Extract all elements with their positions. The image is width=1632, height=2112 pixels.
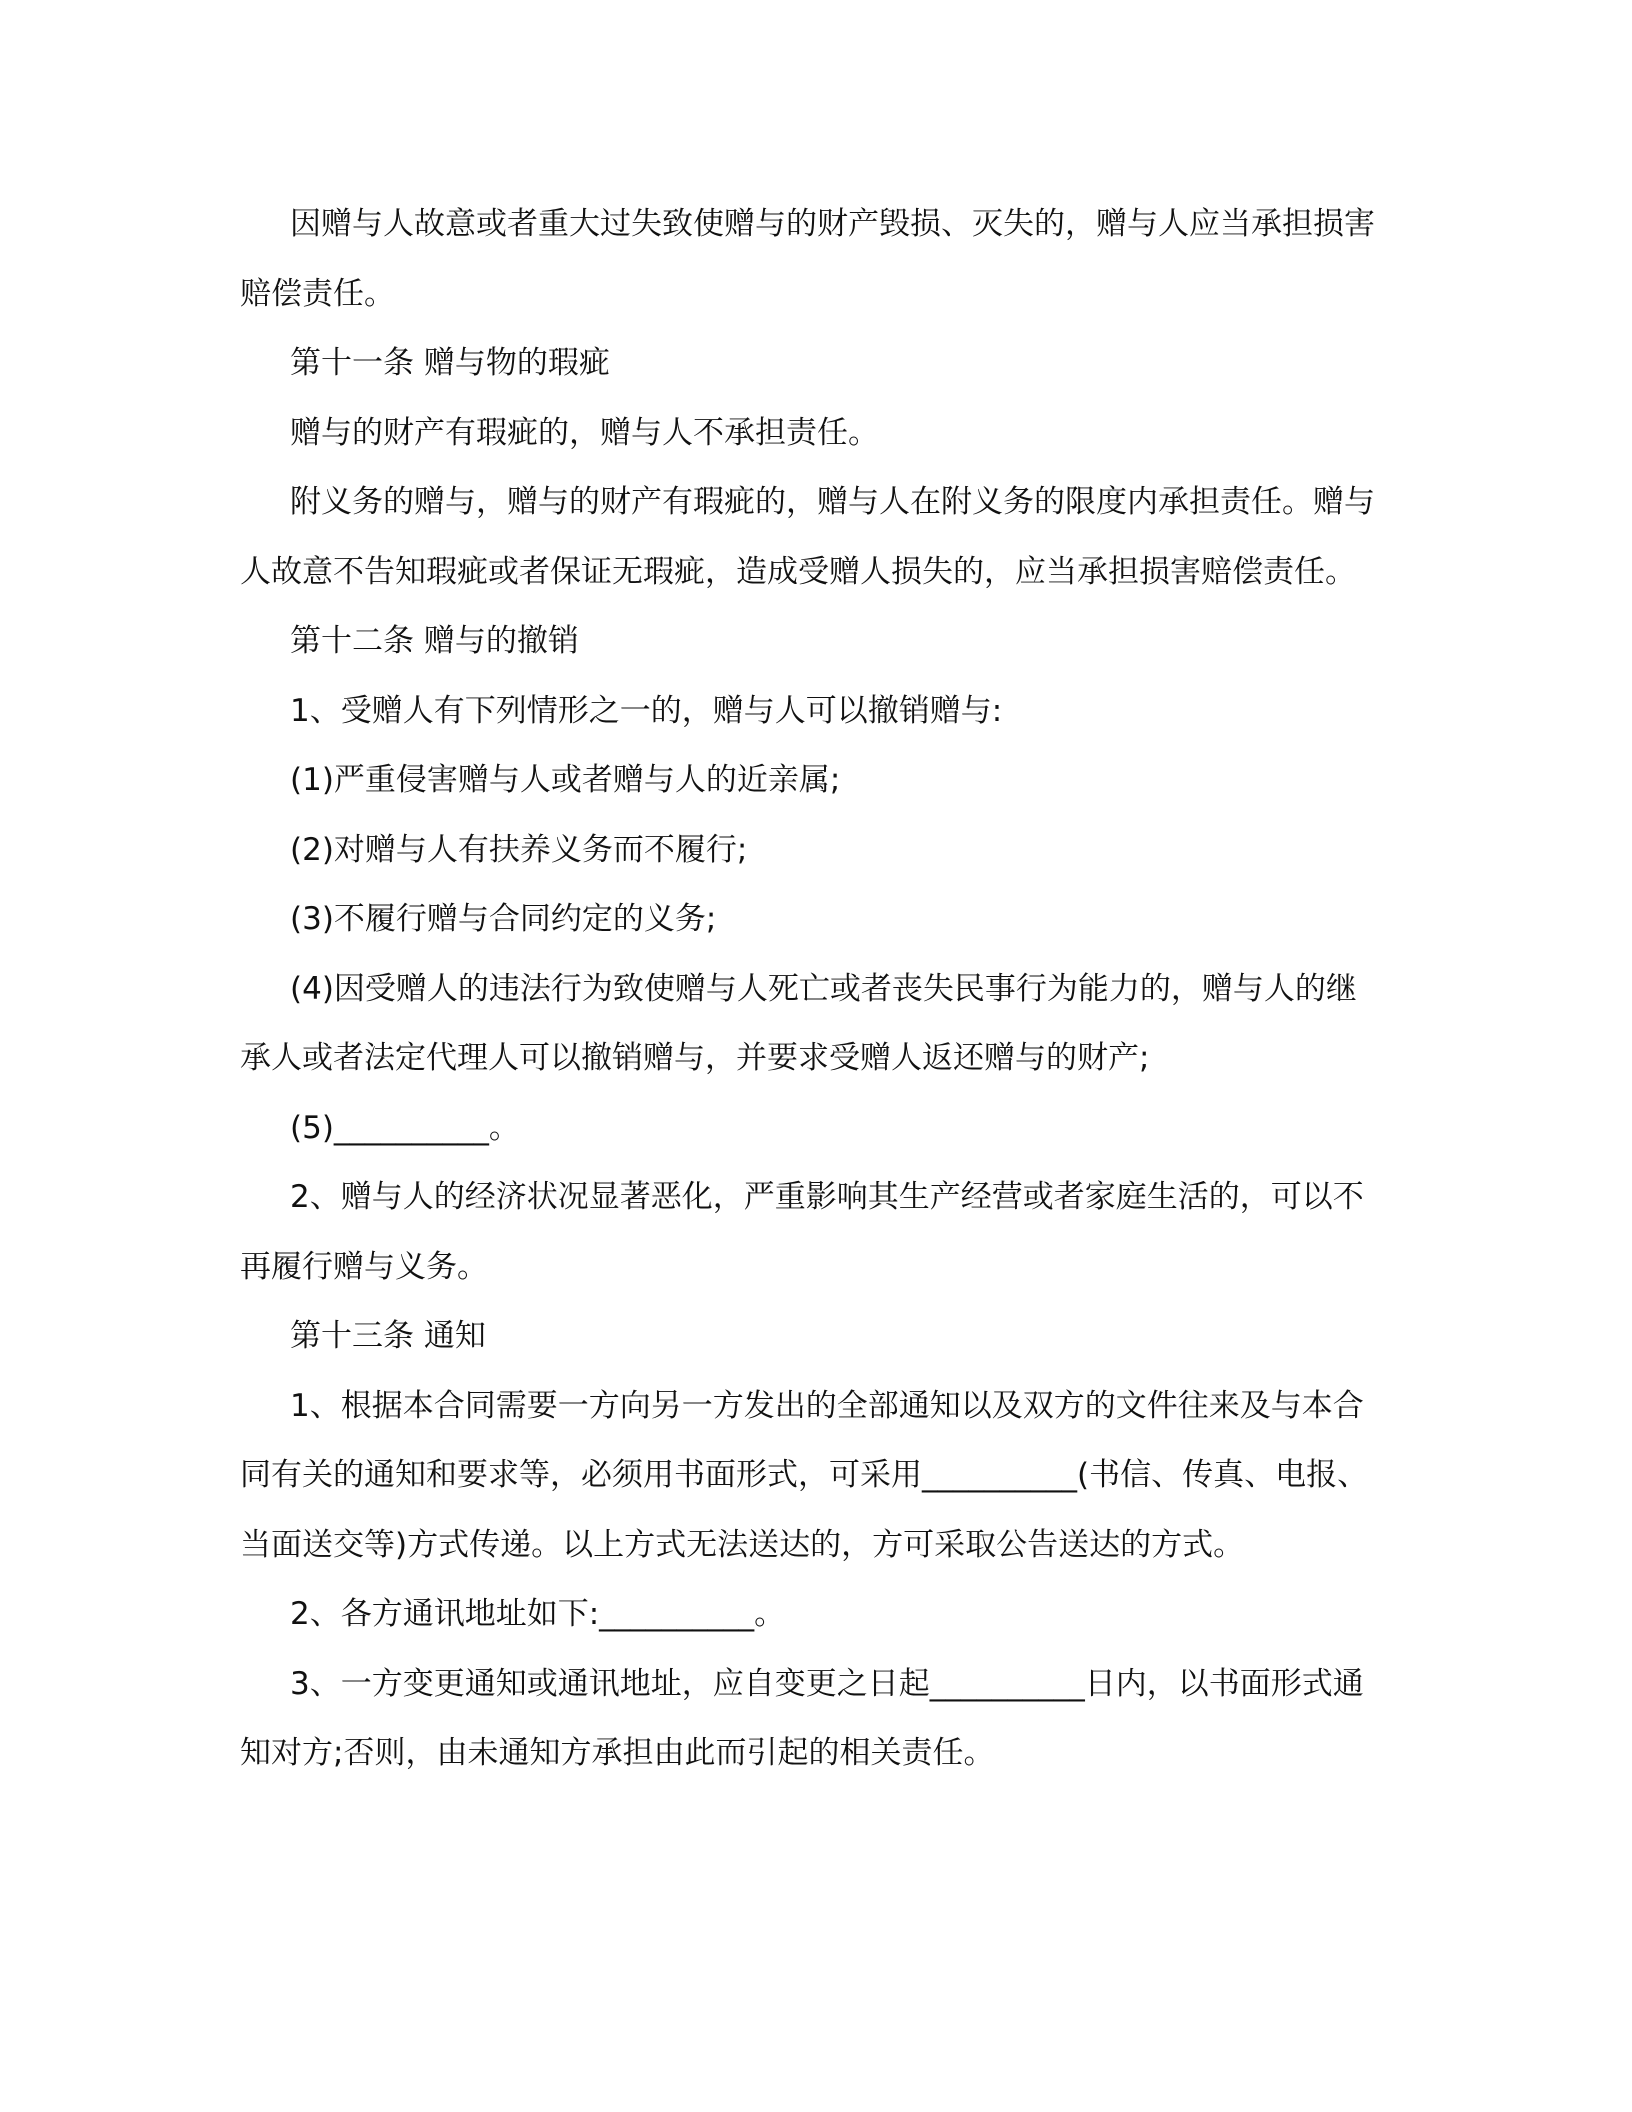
paragraph-financial-deterioration: 2、赠与人的经济状况显著恶化，严重影响其生产经营或者家庭生活的，可以不再履行赠与义务。 bbox=[240, 1179, 1364, 1285]
list-item-revocation-2: (2)对赠与人有扶养义务而不履行; bbox=[290, 831, 748, 868]
list-item-revocation-5: (5)__________。 bbox=[290, 1109, 520, 1146]
list-item-revocation-3: (3)不履行赠与合同约定的义务; bbox=[290, 901, 717, 937]
document-body bbox=[240, 190, 1380, 1789]
heading-article-11: 第十一条 赠与物的瑕疵 bbox=[290, 345, 610, 381]
paragraph-defect-no-liability: 赠与的财产有瑕疵的，赠与人不承担责任。 bbox=[290, 414, 879, 451]
paragraph-revocation-intro: 1、受赠人有下列情形之一的，赠与人可以撤销赠与: bbox=[290, 692, 1003, 729]
paragraph-notice-address: 2、各方通讯地址如下:__________。 bbox=[290, 1596, 786, 1632]
heading-article-13: 第十三条 通知 bbox=[290, 1318, 486, 1354]
list-item-revocation-1: (1)严重侵害赠与人或者赠与人的近亲属; bbox=[290, 762, 841, 798]
paragraph-notice-change: 3、一方变更通知或通讯地址，应自变更之日起__________日内，以书面形式通知对方;否则，由未通知方承担由此而引起的相关责任。 bbox=[240, 1665, 1364, 1771]
heading-article-12: 第十二条 赠与的撤销 bbox=[290, 623, 579, 659]
paragraph-notice-method: 1、根据本合同需要一方向另一方发出的全部通知以及双方的文件往来及与本合同有关的通知和要求等，必须用书面形式，可采用__________(书信、传真、电报、当面送交等)方式传递。以上方式无法送达的，方可采取公告送达的方式。 bbox=[240, 1387, 1369, 1563]
list-item-revocation-4: (4)因受赠人的违法行为致使赠与人死亡或者丧失民事行为能力的，赠与人的继承人或者法定代理人可以撤销赠与，并要求受赠人返还赠与的财产; bbox=[240, 970, 1357, 1076]
paragraph-conditional-gift-defect: 附义务的赠与，赠与的财产有瑕疵的，赠与人在附义务的限度内承担责任。赠与人故意不告知瑕疵或者保证无瑕疵，造成受赠人损失的，应当承担损害赔偿责任。 bbox=[240, 484, 1375, 590]
paragraph-damage-liability: 因赠与人故意或者重大过失致使赠与的财产毁损、灭失的，赠与人应当承担损害赔偿责任。 bbox=[240, 206, 1375, 312]
